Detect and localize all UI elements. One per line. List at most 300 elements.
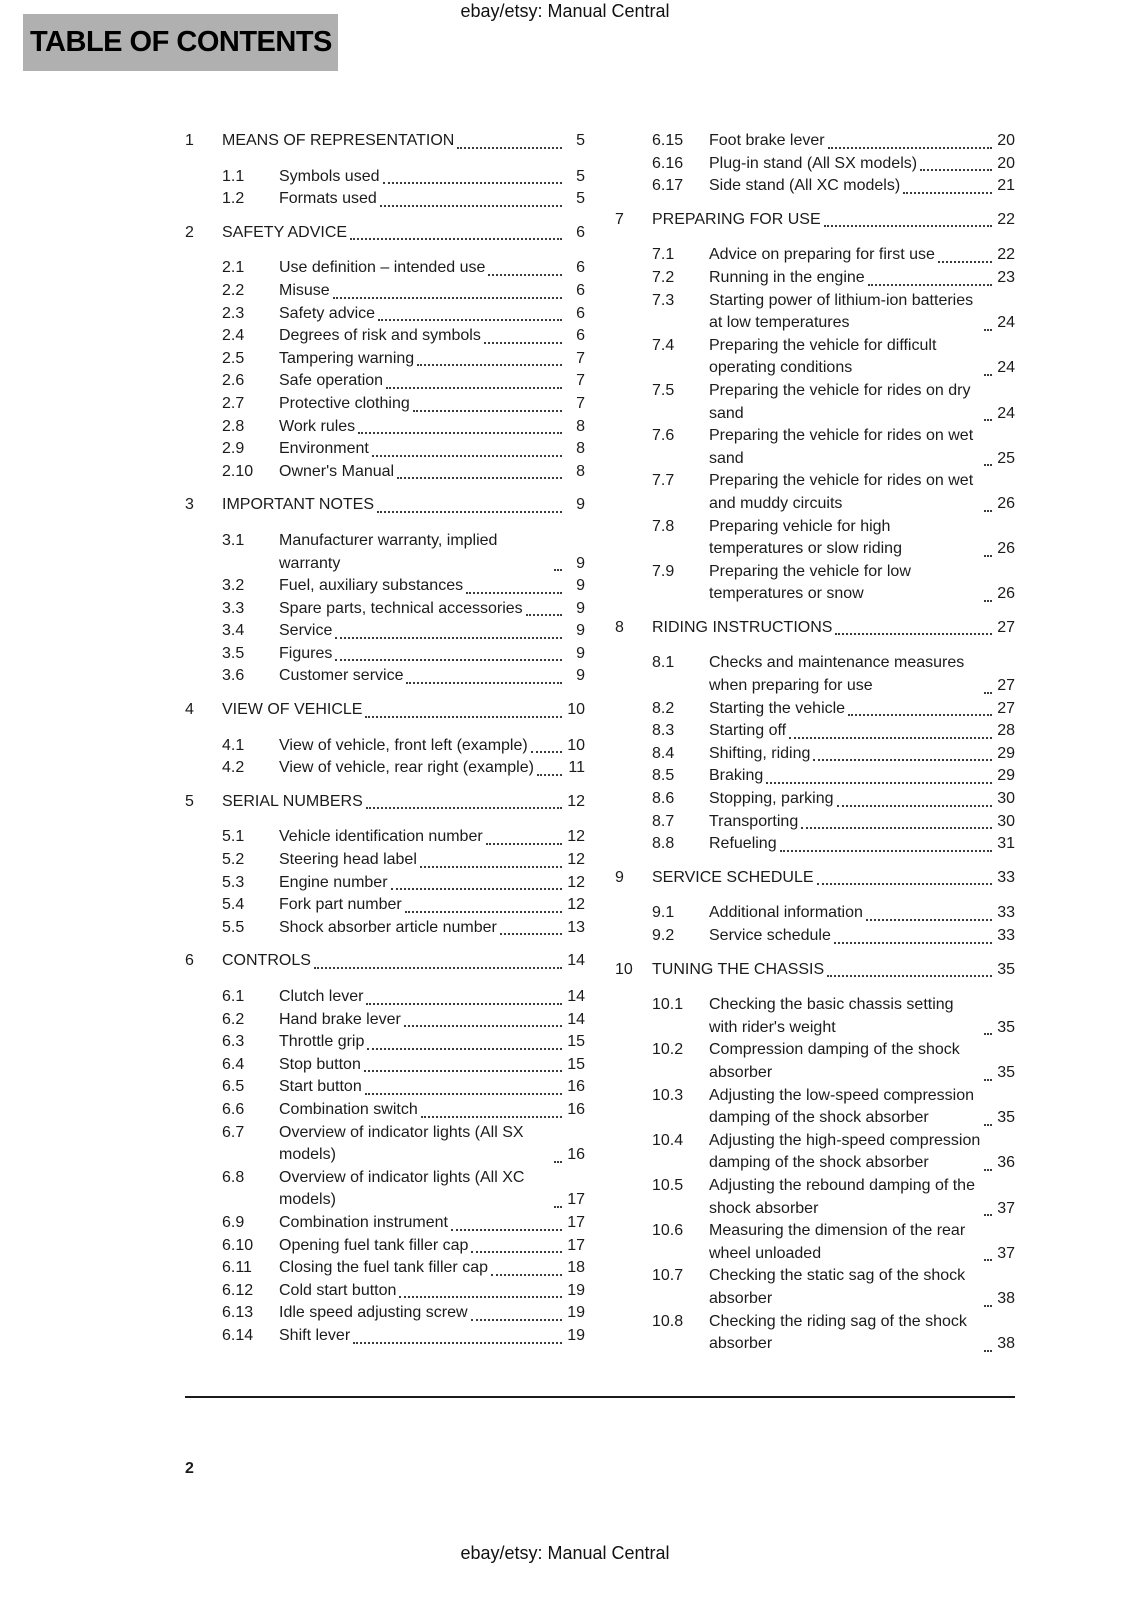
entry-page: 26	[997, 494, 1015, 512]
entry-number: 6.3	[222, 1033, 245, 1051]
toc-entry-10.3	[615, 1085, 1015, 1130]
entry-number: 6.16	[652, 154, 684, 172]
entry-page: 11	[568, 759, 585, 777]
entry-number: 6.12	[222, 1281, 254, 1299]
dot-leader	[471, 1319, 562, 1321]
dot-leader	[491, 1274, 562, 1276]
dot-leader	[420, 866, 562, 868]
entry-title: PREPARING FOR USE	[652, 210, 821, 228]
entry-page: 19	[567, 1326, 585, 1344]
entry-page: 7	[576, 394, 585, 412]
dot-leader	[984, 1305, 992, 1307]
entry-number: 8.6	[652, 790, 675, 808]
toc-entry-7.6	[615, 425, 1015, 470]
entry-page: 29	[997, 767, 1015, 785]
dot-leader	[413, 410, 562, 412]
entry-title: Combination instrument	[279, 1213, 448, 1231]
dot-leader	[366, 807, 562, 809]
entry-page: 9	[576, 622, 585, 640]
toc-entry-6.8	[185, 1167, 585, 1212]
dot-leader	[333, 297, 562, 299]
toc-entry-4	[185, 699, 585, 722]
entry-title: Transporting	[709, 812, 799, 830]
entry-page: 8	[576, 417, 585, 435]
entry-page: 12	[567, 851, 585, 869]
dot-leader	[377, 511, 562, 513]
entry-page: 12	[567, 828, 585, 846]
entry-number: 3.1	[222, 531, 245, 549]
entry-page: 28	[997, 722, 1015, 740]
entry-title: Advice on preparing for first use	[709, 246, 935, 264]
toc-entry-7	[615, 209, 1015, 232]
entry-page: 14	[567, 988, 585, 1005]
entry-number: 10.3	[652, 1086, 684, 1104]
entry-page: 19	[567, 1281, 585, 1299]
toc-entry-4.2	[185, 757, 585, 780]
entry-page: 6	[576, 259, 585, 277]
entry-page: 9	[576, 577, 585, 595]
entry-title: Preparing the vehicle for low temperatures or snow	[709, 562, 911, 603]
entry-title: Use definition – intended use	[279, 259, 486, 277]
entry-number: 6.7	[222, 1123, 245, 1141]
entry-title: Start button	[279, 1078, 362, 1096]
entry-number: 5.1	[222, 828, 245, 846]
entry-page: 35	[997, 960, 1015, 978]
entry-title: Service schedule	[709, 927, 831, 944]
dot-leader	[457, 147, 562, 149]
toc-entry-2.8	[185, 416, 585, 439]
entry-title: Figures	[279, 644, 333, 662]
toc-content	[185, 130, 1015, 1356]
entry-number: 4.1	[222, 736, 245, 754]
toc-entry-5.2	[185, 849, 585, 872]
entry-number: 10.6	[652, 1222, 684, 1240]
entry-number: 6.9	[222, 1213, 245, 1231]
dot-leader	[380, 205, 562, 207]
dot-leader	[451, 1229, 562, 1231]
entry-title: Opening fuel tank filler cap	[279, 1236, 469, 1254]
dot-leader	[984, 1124, 992, 1126]
toc-entry-10.1	[615, 994, 1015, 1039]
entry-title: Braking	[709, 767, 764, 785]
dot-leader	[984, 1350, 992, 1352]
entry-page: 8	[576, 462, 585, 480]
entry-page: 26	[997, 585, 1015, 603]
entry-title: Compression damping of the shock absorber	[709, 1041, 960, 1081]
entry-number: 2.9	[222, 440, 245, 458]
entry-number: 2.10	[222, 462, 254, 480]
entry-page: 22	[997, 210, 1015, 228]
entry-title: Engine number	[279, 873, 388, 891]
entry-number: 10.7	[652, 1267, 684, 1285]
dot-leader	[335, 637, 562, 639]
toc-entry-5.1	[185, 826, 585, 849]
dot-leader	[984, 419, 992, 421]
entry-title: Idle speed adjusting screw	[279, 1304, 468, 1322]
entry-number: 1.1	[222, 167, 245, 185]
dot-leader	[780, 850, 992, 852]
entry-number: 6	[185, 952, 194, 970]
toc-entry-1.2	[185, 188, 585, 211]
entry-title: Clutch lever	[279, 988, 364, 1005]
dot-leader	[866, 919, 992, 921]
dot-leader	[801, 827, 992, 829]
entry-title: Fork part number	[279, 896, 402, 914]
dot-leader	[488, 274, 562, 276]
entry-number: 5	[185, 792, 194, 810]
entry-title: Preparing the vehicle for rides on wet and muddy circuits	[709, 472, 974, 512]
entry-number: 10.4	[652, 1131, 684, 1149]
entry-number: 6.14	[222, 1326, 254, 1344]
dot-leader	[486, 843, 562, 845]
entry-page: 8	[576, 440, 585, 458]
entry-title: Stopping, parking	[709, 790, 834, 808]
entry-number: 5.5	[222, 918, 245, 936]
entry-title: Tampering warning	[279, 349, 415, 367]
entry-page: 24	[997, 359, 1015, 377]
toc-entry-2.5	[185, 348, 585, 371]
dot-leader	[824, 225, 992, 227]
entry-page: 27	[997, 699, 1015, 717]
dot-leader	[920, 169, 992, 171]
entry-page: 9	[576, 496, 585, 514]
toc-entry-2.6	[185, 370, 585, 393]
entry-number: 7.7	[652, 472, 675, 490]
entry-title: Formats used	[279, 190, 377, 208]
toc-entry-1.1	[185, 166, 585, 189]
entry-title: Hand brake lever	[279, 1010, 401, 1028]
dot-leader	[364, 1070, 562, 1072]
entry-page: 35	[997, 1018, 1015, 1036]
dot-leader	[984, 464, 992, 466]
toc-entry-6.17	[615, 175, 1015, 198]
entry-title: Spare parts, technical accessories	[279, 599, 523, 617]
toc-entry-8.7	[615, 811, 1015, 834]
entry-title: CONTROLS	[222, 952, 311, 970]
entry-number: 9	[615, 868, 624, 886]
entry-page: 33	[997, 868, 1015, 886]
dot-leader	[537, 774, 562, 776]
toc-entry-7.2	[615, 267, 1015, 290]
dot-leader	[353, 1342, 562, 1344]
dot-leader	[984, 555, 992, 557]
entry-number: 8	[615, 618, 624, 636]
toc-entry-2.3	[185, 303, 585, 326]
toc-entry-7.9	[615, 561, 1015, 606]
toc-entry-6.2	[185, 1009, 585, 1032]
entry-page: 21	[997, 177, 1015, 195]
entry-title: Preparing the vehicle for rides on wet sand	[709, 427, 974, 467]
toc-title: TABLE OF CONTENTS	[30, 26, 332, 58]
dot-leader	[903, 192, 992, 194]
entry-page: 24	[997, 404, 1015, 422]
entry-page: 9	[576, 599, 585, 617]
entry-number: 7.9	[652, 562, 675, 580]
page-header: ebay/etsy: Manual Central	[460, 1, 670, 21]
entry-number: 7.8	[652, 517, 675, 535]
entry-number: 6.11	[222, 1259, 252, 1277]
entry-title: Fuel, auxiliary substances	[279, 577, 464, 595]
toc-entry-3.4	[185, 620, 585, 643]
entry-number: 7.3	[652, 291, 675, 309]
toc-entry-9.1	[615, 902, 1015, 925]
entry-number: 7.6	[652, 427, 675, 445]
entry-title: Overview of indicator lights (All SX models)	[279, 1123, 524, 1164]
entry-title: Shock absorber article number	[279, 918, 497, 936]
entry-title: Closing the fuel tank filler cap	[279, 1259, 488, 1277]
entry-title: Shifting, riding	[709, 744, 811, 762]
entry-number: 9.2	[652, 927, 675, 944]
entry-number: 6.1	[222, 988, 245, 1005]
entry-title: Checking the basic chassis setting with rider's weight	[709, 996, 954, 1036]
toc-entry-6	[185, 950, 585, 973]
toc-entry-9	[615, 867, 1015, 890]
toc-entry-6.12	[185, 1280, 585, 1303]
toc-entry-3.3	[185, 598, 585, 621]
entry-number: 9.1	[652, 904, 675, 922]
toc-entry-10.5	[615, 1175, 1015, 1220]
toc-entry-3	[185, 494, 585, 517]
entry-number: 10.2	[652, 1041, 684, 1059]
page-number: 2	[185, 1460, 194, 1477]
entry-number: 6.15	[652, 132, 684, 149]
entry-title: Misuse	[279, 281, 330, 299]
entry-number: 8.7	[652, 812, 675, 830]
dot-leader	[984, 510, 992, 512]
entry-number: 2	[185, 223, 194, 241]
entry-page: 16	[567, 1100, 585, 1118]
entry-number: 6.4	[222, 1055, 245, 1073]
dot-leader	[500, 933, 562, 935]
dot-leader	[391, 888, 562, 890]
dot-leader	[984, 1079, 992, 1081]
entry-title: Adjusting the rebound damping of the shock absorber	[709, 1176, 975, 1217]
entry-number: 2.8	[222, 417, 245, 435]
entry-title: Starting the vehicle	[709, 699, 846, 717]
dot-leader	[314, 967, 562, 969]
dot-leader	[828, 147, 992, 149]
dot-leader	[366, 1003, 562, 1005]
entry-number: 7	[615, 210, 624, 228]
entry-number: 6.2	[222, 1010, 245, 1028]
entry-title: Degrees of risk and symbols	[279, 327, 481, 345]
toc-entry-2.10	[185, 461, 585, 484]
entry-number: 7.2	[652, 268, 675, 286]
entry-number: 3.3	[222, 599, 245, 617]
footer-rule	[185, 1396, 1015, 1398]
entry-number: 3.2	[222, 577, 245, 595]
entry-page: 23	[997, 268, 1015, 286]
toc-title-banner	[23, 14, 338, 71]
entry-number: 3.4	[222, 622, 245, 640]
toc-entry-1	[185, 130, 585, 153]
entry-page: 37	[997, 1244, 1015, 1262]
toc-entry-2	[185, 222, 585, 245]
entry-page: 7	[576, 349, 585, 367]
entry-page: 30	[997, 812, 1015, 830]
toc-entry-3.6	[185, 665, 585, 688]
entry-page: 35	[997, 1109, 1015, 1127]
toc-entry-6.4	[185, 1054, 585, 1077]
entry-title: Starting off	[709, 722, 787, 740]
entry-number: 6.6	[222, 1100, 245, 1118]
entry-title: Environment	[279, 440, 369, 458]
toc-entry-5.5	[185, 917, 585, 940]
entry-page: 9	[576, 554, 585, 572]
entry-title: Side stand (All XC models)	[709, 177, 901, 195]
dot-leader	[984, 374, 992, 376]
entry-number: 10.1	[652, 996, 684, 1014]
dot-leader	[817, 883, 992, 885]
entry-title: IMPORTANT NOTES	[222, 496, 375, 514]
entry-title: Safety advice	[279, 304, 376, 322]
entry-title: Symbols used	[279, 167, 380, 185]
dot-leader	[383, 182, 563, 184]
entry-number: 2.4	[222, 327, 245, 345]
toc-entry-6.14	[185, 1325, 585, 1348]
entry-title: Preparing vehicle for high temperatures or slow riding	[709, 517, 902, 558]
dot-leader	[827, 975, 992, 977]
entry-page: 29	[997, 744, 1015, 762]
toc-entry-6.11	[185, 1257, 585, 1280]
entry-page: 17	[567, 1236, 585, 1254]
entry-number: 6.13	[222, 1304, 254, 1322]
entry-title: Protective clothing	[279, 394, 410, 412]
entry-title: SAFETY ADVICE	[222, 223, 348, 241]
entry-title: View of vehicle, rear right (example)	[279, 759, 534, 777]
dot-leader	[938, 261, 992, 263]
toc-entry-6.10	[185, 1235, 585, 1258]
entry-number: 4	[185, 701, 194, 719]
dot-leader	[399, 1296, 562, 1298]
entry-page: 6	[576, 327, 585, 345]
entry-page: 37	[997, 1199, 1015, 1217]
toc-entry-9.2	[615, 925, 1015, 948]
entry-page: 7	[576, 372, 585, 390]
dot-leader	[531, 751, 562, 753]
entry-title: Cold start button	[279, 1281, 397, 1299]
entry-number: 7.4	[652, 336, 675, 354]
entry-page: 35	[997, 1063, 1015, 1081]
entry-title: Preparing the vehicle for rides on dry sand	[709, 381, 971, 422]
entry-number: 8.2	[652, 699, 675, 717]
entry-title: Checks and maintenance measures when preparing for use	[709, 654, 965, 695]
entry-title: TUNING THE CHASSIS	[652, 960, 825, 978]
entry-title: Additional information	[709, 904, 863, 922]
dot-leader	[813, 759, 992, 761]
entry-number: 6.5	[222, 1078, 245, 1096]
entry-title: RIDING INSTRUCTIONS	[652, 618, 833, 636]
entry-title: Preparing the vehicle for difficult operating conditions	[709, 336, 937, 377]
entry-title: Checking the static sag of the shock absorber	[709, 1267, 966, 1307]
page-footer: ebay/etsy: Manual Central	[460, 1543, 670, 1563]
entry-page: 10	[567, 701, 585, 719]
dot-leader	[984, 1033, 992, 1035]
entry-title: Combination switch	[279, 1100, 418, 1118]
entry-page: 9	[576, 644, 585, 662]
entry-title: Foot brake lever	[709, 132, 825, 149]
dot-leader	[335, 659, 562, 661]
entry-title: Throttle grip	[279, 1033, 365, 1051]
entry-page: 13	[567, 918, 585, 936]
entry-page: 27	[997, 618, 1015, 636]
toc-entry-5.3	[185, 872, 585, 895]
dot-leader	[984, 692, 992, 694]
toc-entry-2.7	[185, 393, 585, 416]
entry-page: 12	[567, 873, 585, 891]
entry-page: 6	[576, 304, 585, 322]
toc-entry-6.3	[185, 1031, 585, 1054]
toc-entry-3.1	[185, 530, 585, 575]
entry-number: 2.1	[222, 259, 245, 277]
dot-leader	[835, 633, 992, 635]
dot-leader	[868, 284, 992, 286]
dot-leader	[984, 600, 992, 602]
dot-leader	[848, 714, 992, 716]
entry-title: View of vehicle, front left (example)	[279, 736, 528, 754]
entry-page: 33	[997, 927, 1015, 944]
entry-page: 17	[567, 1191, 585, 1209]
toc-column-right	[615, 130, 1015, 1356]
toc-entry-6.6	[185, 1099, 585, 1122]
entry-number: 8.3	[652, 722, 675, 740]
toc-entry-3.5	[185, 643, 585, 666]
entry-number: 8.5	[652, 767, 675, 785]
entry-number: 2.2	[222, 281, 245, 299]
toc-entry-8.1	[615, 652, 1015, 697]
entry-page: 20	[997, 132, 1015, 149]
entry-number: 4.2	[222, 759, 245, 777]
dot-leader	[365, 1093, 562, 1095]
dot-leader	[358, 432, 562, 434]
entry-page: 12	[567, 792, 585, 810]
entry-title: Refueling	[709, 835, 777, 853]
toc-entry-10	[615, 959, 1015, 982]
toc-entry-2.1	[185, 257, 585, 280]
dot-leader	[554, 1161, 562, 1163]
entry-number: 1	[185, 132, 194, 149]
entry-page: 6	[576, 281, 585, 299]
entry-title: Checking the riding sag of the shock absorber	[709, 1312, 967, 1353]
entry-title: Stop button	[279, 1055, 361, 1073]
entry-number: 8.1	[652, 654, 675, 672]
entry-title: MEANS OF REPRESENTATION	[222, 132, 455, 149]
toc-entry-6.13	[185, 1302, 585, 1325]
toc-entry-2.4	[185, 325, 585, 348]
entry-number: 2.6	[222, 372, 245, 390]
entry-page: 6	[576, 223, 585, 241]
entry-page: 30	[997, 790, 1015, 808]
entry-page: 24	[997, 314, 1015, 332]
entry-page: 15	[567, 1055, 585, 1073]
toc-entry-5.4	[185, 894, 585, 917]
entry-page: 20	[997, 154, 1015, 172]
toc-entry-8.3	[615, 720, 1015, 743]
entry-title: Running in the engine	[709, 268, 865, 286]
entry-title: Customer service	[279, 667, 404, 685]
entry-number: 10.5	[652, 1176, 684, 1194]
dot-leader	[984, 1214, 992, 1216]
entry-page: 19	[567, 1304, 585, 1322]
entry-number: 6.10	[222, 1236, 254, 1254]
entry-page: 14	[567, 1010, 585, 1028]
entry-number: 6.17	[652, 177, 684, 195]
toc-entry-2.2	[185, 280, 585, 303]
toc-entry-7.7	[615, 470, 1015, 515]
entry-number: 7.1	[652, 246, 675, 264]
dot-leader	[766, 782, 992, 784]
entry-title: Vehicle identification number	[279, 828, 483, 846]
